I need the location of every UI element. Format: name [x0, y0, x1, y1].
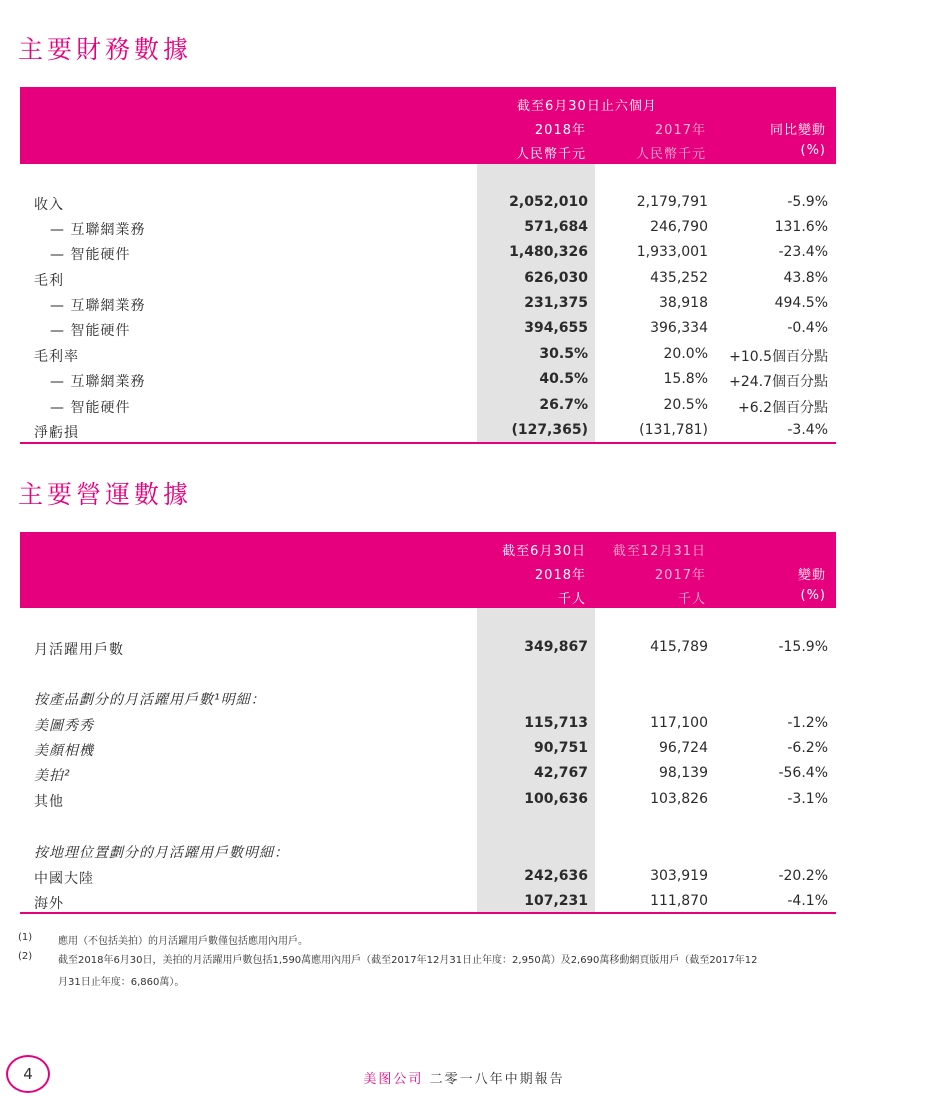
footnote-1-marker: (1)	[18, 932, 33, 943]
financial-table-bottom-rule	[20, 442, 836, 444]
financial-header-band	[20, 87, 836, 164]
operating-header-2017: 2017年	[654, 568, 706, 583]
page-number: 4	[6, 1055, 50, 1093]
footer-brand: 美图公司	[363, 1072, 424, 1087]
operating-header-2018: 2018年	[534, 568, 586, 583]
table-row: — 互聯網業務 231,375 38,918 494.5%	[50, 295, 828, 314]
table-row: 美拍² 42,767 98,139 -56.4%	[34, 765, 828, 784]
table-row: 毛利 626,030 435,252 43.8%	[34, 270, 828, 289]
table-row: 其他 100,636 103,826 -3.1%	[34, 791, 828, 810]
operating-period-2018: 截至6月30日	[502, 544, 586, 559]
operating-header-change: 變動	[797, 568, 826, 583]
table-row: 美顏相機 90,751 96,724 -6.2%	[34, 740, 828, 759]
footer-report-title: 二零一八年中期報告	[429, 1072, 565, 1087]
financial-unit-2017: 人民幣千元	[635, 147, 706, 162]
operating-table-bottom-rule	[20, 912, 836, 914]
financial-period-header: 截至6月30日止六個月	[517, 99, 657, 114]
footnote-2-text-continued: 月31日止年度：6,860萬）。	[58, 977, 185, 988]
financial-header-change: 同比變動	[769, 123, 826, 138]
financial-header-2017: 2017年	[654, 123, 706, 138]
by-product-heading-row: 按產品劃分的月活躍用戶數¹明細：	[34, 692, 266, 708]
table-row: 美圖秀秀 115,713 117,100 -1.2%	[34, 715, 828, 734]
table-row: 收入 2,052,010 2,179,791 -5.9%	[34, 194, 828, 213]
operating-unit-2018: 千人	[557, 592, 586, 607]
by-geo-heading-row: 按地理位置劃分的月活躍用戶數明細：	[34, 845, 289, 861]
table-row: — 互聯網業務 571,684 246,790 131.6%	[50, 219, 828, 238]
operating-period-2017: 截至12月31日	[612, 544, 706, 559]
table-row: — 智能硬件 1,480,326 1,933,001 -23.4%	[50, 244, 828, 263]
footnote-2-marker: (2)	[18, 951, 33, 962]
table-row: — 智能硬件 394,655 396,334 -0.4%	[50, 320, 828, 339]
financial-unit-change: (%)	[800, 143, 826, 158]
table-row: — 智能硬件 26.7% 20.5% +6.2個百分點	[50, 397, 828, 416]
table-row: 中國大陸 242,636 303,919 -20.2%	[34, 868, 828, 887]
financial-section-title: 主要財務數據	[18, 35, 193, 64]
operating-unit-change: (%)	[800, 588, 826, 603]
footnote-1-text: 應用（不包括美拍）的月活躍用戶數僅包括應用內用戶。	[58, 936, 308, 947]
table-row: — 互聯網業務 40.5% 15.8% +24.7個百分點	[50, 371, 828, 390]
table-row: 月活躍用戶數 349,867 415,789 -15.9%	[34, 639, 828, 658]
financial-unit-2018: 人民幣千元	[515, 147, 586, 162]
table-row: 淨虧損 (127,365) (131,781) -3.4%	[34, 422, 828, 441]
operating-header-band	[20, 532, 836, 608]
operating-unit-2017: 千人	[677, 592, 706, 607]
table-row: 毛利率 30.5% 20.0% +10.5個百分點	[34, 346, 828, 365]
operating-section-title: 主要營運數據	[18, 480, 193, 509]
page-footer	[0, 1068, 928, 1087]
footnote-2-text: 截至2018年6月30日，美拍的月活躍用戶數包括1,590萬應用內用戶（截至2017年12月31日止年度：2,950萬）及2,690萬移動網頁版用戶（截至2017年12	[58, 955, 758, 966]
financial-header-2018: 2018年	[534, 123, 586, 138]
table-row: 海外 107,231 111,870 -4.1%	[34, 893, 828, 912]
